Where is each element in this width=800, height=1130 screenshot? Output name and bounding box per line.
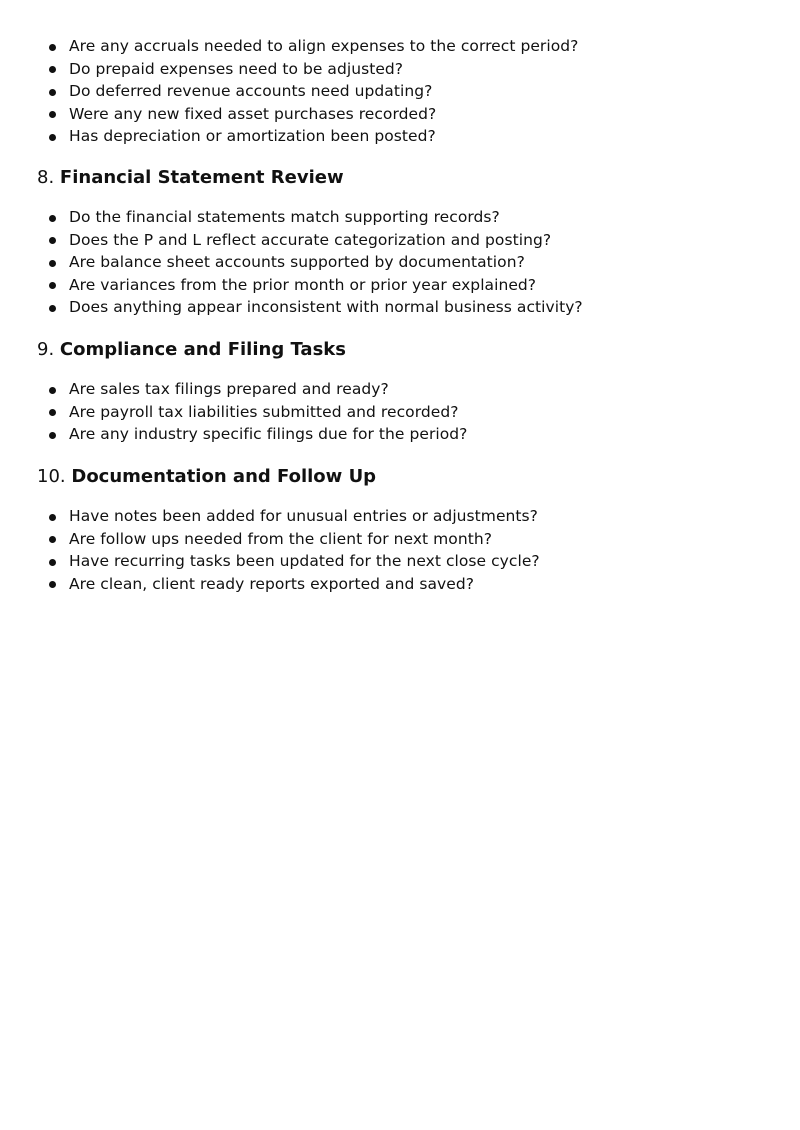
section-title: Compliance and Filing Tasks [59,339,346,360]
bullet-icon [49,44,56,51]
section-heading-compliance-and-filing-tasks [37,338,346,362]
section-number: 9. [37,339,55,360]
list-item: Were any new fixed asset purchases recorded? [48,103,578,126]
list-item: Has depreciation or amortization been posted? [48,125,578,148]
bullet-icon [49,134,56,141]
section-title: Financial Statement Review [59,167,344,188]
bullet-list-documentation-and-follow-up [48,505,540,595]
bullet-icon [49,260,56,267]
list-item: Have notes been added for unusual entries or adjustments? [48,505,540,528]
bullet-icon [49,282,56,289]
list-item: Does anything appear inconsistent with normal business activity? [48,296,583,319]
list-item: Have recurring tasks been updated for the next close cycle? [48,550,540,573]
bullet-list-financial-statement-review [48,206,583,319]
list-item: Are balance sheet accounts supported by documentation? [48,251,583,274]
bullet-icon [49,559,56,566]
list-item: Do deferred revenue accounts need updating? [48,80,578,103]
list-item: Do the financial statements match supporting records? [48,206,583,229]
section-title: Documentation and Follow Up [71,466,377,487]
bullet-icon [49,514,56,521]
list-item: Are variances from the prior month or prior year explained? [48,274,583,297]
bullet-icon [49,66,56,73]
section-number: 8. [37,167,55,188]
bullet-icon [49,237,56,244]
bullet-icon [49,215,56,222]
bullet-icon [49,89,56,96]
bullet-icon [49,409,56,416]
bullet-list-adjustments [48,35,578,148]
bullet-icon [49,111,56,118]
list-item: Does the P and L reflect accurate categorization and posting? [48,229,583,252]
bullet-icon [49,305,56,312]
list-item: Are follow ups needed from the client for next month? [48,528,540,551]
section-heading-financial-statement-review [37,166,344,190]
bullet-icon [49,387,56,394]
list-item: Are sales tax filings prepared and ready? [48,378,467,401]
section-heading-documentation-and-follow-up [37,465,376,489]
list-item: Are payroll tax liabilities submitted and recorded? [48,401,467,424]
bullet-list-compliance-and-filing-tasks [48,378,467,446]
section-number: 10. [37,466,66,487]
list-item: Do prepaid expenses need to be adjusted? [48,58,578,81]
list-item: Are clean, client ready reports exported and saved? [48,573,540,596]
bullet-icon [49,536,56,543]
list-item: Are any accruals needed to align expenses to the correct period? [48,35,578,58]
bullet-icon [49,432,56,439]
list-item: Are any industry specific filings due for the period? [48,423,467,446]
bullet-icon [49,581,56,588]
